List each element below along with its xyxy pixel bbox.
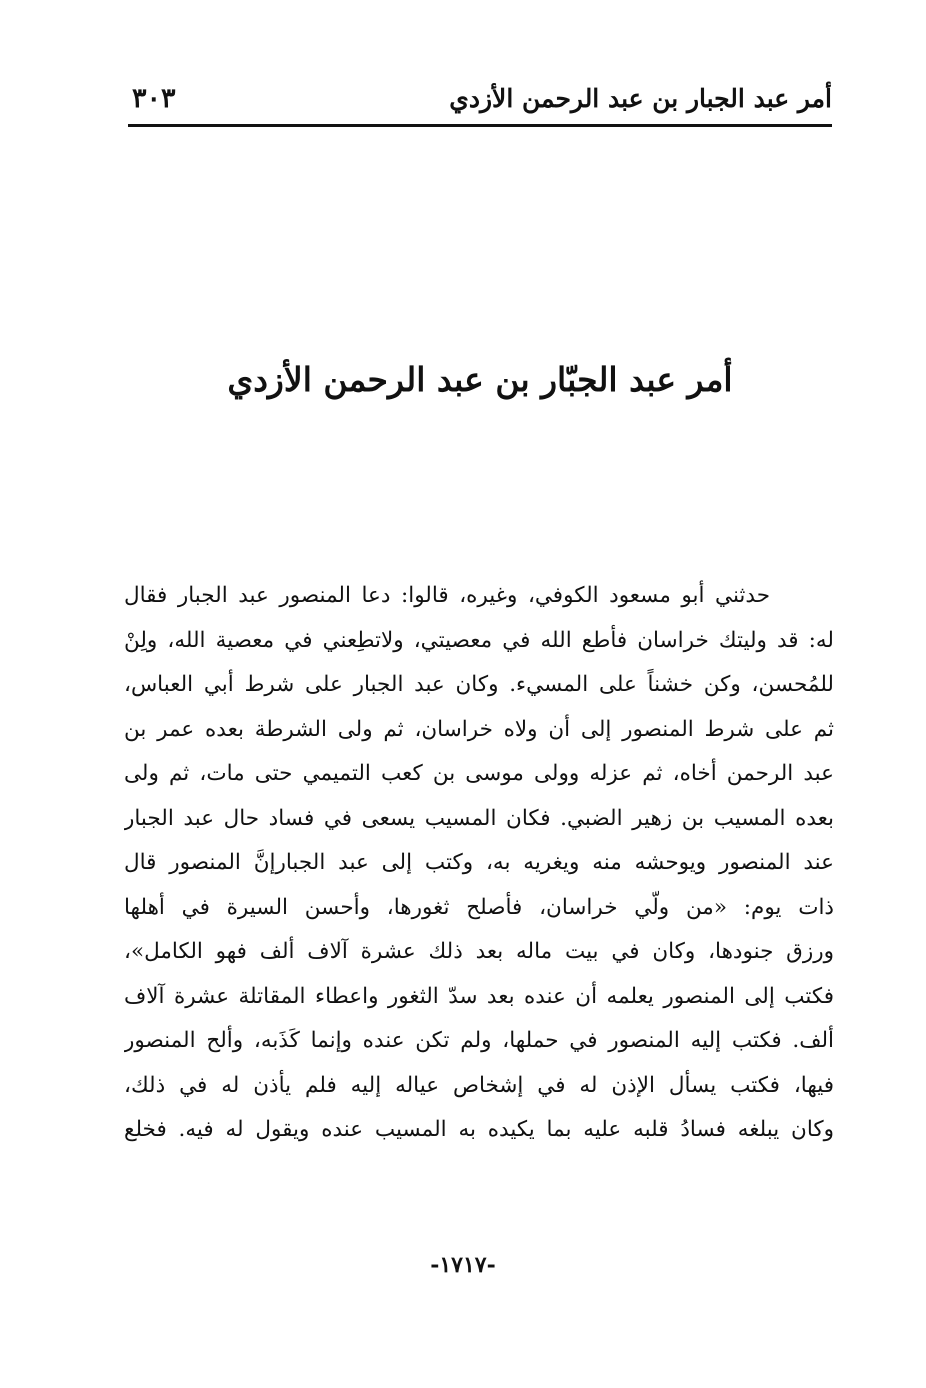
footer-folio: -١٧١٧- (430, 1252, 496, 1278)
text-line: عبد الرحمن أخاه، ثم عزله وولى موسى بن كعب التميمي حتى مات، ثم ولى (124, 761, 834, 786)
chapter-title: أمر عبد الجبّار بن عبد الرحمن الأزدي (227, 360, 733, 399)
text-line: ثم على شرط المنصور إلى أن ولاه خراسان، ثم ولى الشرطة بعده عمر بن (124, 716, 834, 742)
header-rule (128, 124, 832, 127)
page-number: ٣٠٣ (132, 83, 176, 114)
text-line: ألف. فكتب إليه المنصور في حملها، ولم تكن عنده وإنما كَذَبه، وألح المنصور (124, 1028, 834, 1053)
text-line: بعده المسيب بن زهير الضبي. فكان المسيب يسعى في فساد حال عبد الجبار (124, 805, 834, 831)
running-header (128, 82, 832, 122)
body-text (124, 574, 834, 1153)
text-line: وكان يبلغه فسادُ قلبه عليه بما يكيده به المسيب عنده ويقول له فيه. فخلع (124, 1117, 834, 1142)
text-line: فكتب إلى المنصور يعلمه أن عنده بعد سدّ الثغور واعطاء المقاتلة عشرة آلاف (124, 983, 834, 1009)
text-line: فيها، فكتب يسأل الإذن له في إشخاص عياله إليه فلم يأذن له في ذلك، (124, 1072, 834, 1098)
text-line: ذات يوم: «من ولّي خراسان، فأصلح ثغورها، وأحسن السيرة في أهلها (124, 894, 834, 920)
text-line: ورزق جنودها، وكان في بيت ماله بعد ذلك عشرة آلاف ألف فهو الكامل»، (124, 939, 834, 964)
text-line: له: قد وليتك خراسان فأطع الله في معصيتي، ولاتطِعني في معصية الله، ولِنْ (124, 627, 834, 653)
text-line: عند المنصور ويوحشه منه ويغريه به، وكتب إلى عبد الجبارإنَّ المنصور قال (124, 850, 834, 875)
text-line: للمُحسن، وكن خشناً على المسيء. وكان عبد الجبار على شرط أبي العباس، (124, 672, 834, 697)
text-line: حدثني أبو مسعود الكوفي، وغيره، قالوا: دعا المنصور عبد الجبار فقال (124, 583, 770, 608)
running-title: أمر عبد الجبار بن عبد الرحمن الأزدي (449, 84, 832, 113)
